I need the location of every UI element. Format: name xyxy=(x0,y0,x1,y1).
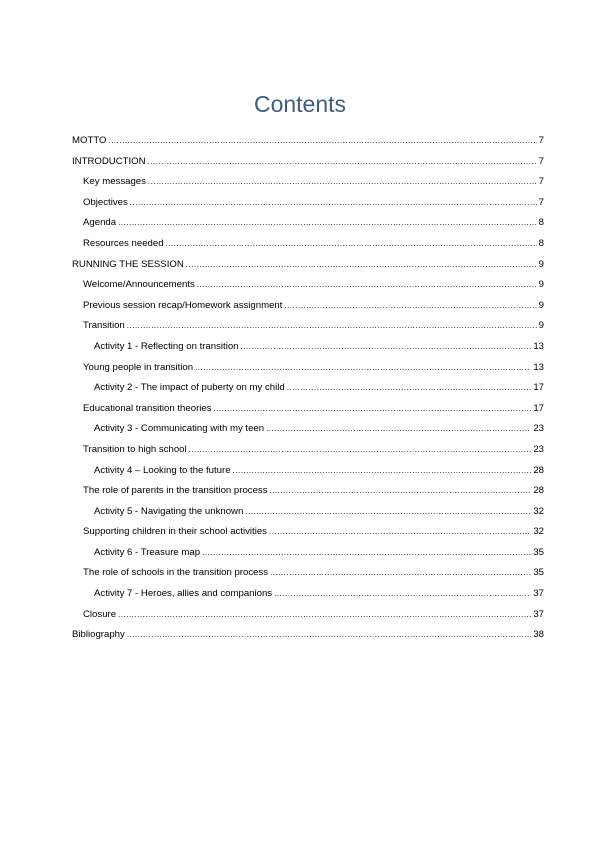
toc-page-number: 7 xyxy=(538,176,544,188)
toc-leader-dots xyxy=(284,296,536,317)
toc-leader-dots xyxy=(270,563,531,584)
toc-entry-label: Closure xyxy=(83,608,117,620)
toc-entry-label: MOTTO xyxy=(72,135,107,146)
toc-leader-dots xyxy=(130,193,537,214)
toc-entry-label: Activity 2 - The impact of puberty on my child xyxy=(94,382,285,394)
toc-entry-label: Bibliography xyxy=(72,629,125,641)
toc-page-number: 7 xyxy=(538,155,544,167)
toc-page-number: 7 xyxy=(538,196,544,208)
toc-entry[interactable] xyxy=(72,193,544,214)
toc-leader-dots xyxy=(202,543,531,564)
toc-entry-label: Transition xyxy=(83,320,125,332)
toc-page-number: 9 xyxy=(538,299,544,311)
toc-entry[interactable] xyxy=(72,275,544,296)
toc-leader-dots xyxy=(118,605,531,626)
toc-leader-dots xyxy=(148,172,537,193)
toc-entry[interactable] xyxy=(72,625,544,646)
toc-entry[interactable] xyxy=(72,481,544,502)
toc-entry[interactable] xyxy=(72,461,544,482)
toc-leader-dots xyxy=(166,234,537,255)
toc-page-number: 28 xyxy=(533,485,544,497)
toc-leader-dots xyxy=(274,584,531,605)
toc-entry[interactable] xyxy=(72,172,544,193)
toc-leader-dots xyxy=(195,358,531,379)
toc-leader-dots xyxy=(287,378,532,399)
toc-entry[interactable] xyxy=(72,378,544,399)
toc-leader-dots xyxy=(269,522,531,543)
toc-leader-dots xyxy=(148,152,537,173)
toc-entry-label: Activity 6 - Treasure map xyxy=(94,546,201,558)
toc-entry[interactable] xyxy=(72,152,544,173)
toc-leader-dots xyxy=(197,275,537,296)
toc-entry[interactable] xyxy=(72,584,544,605)
toc-page-number: 35 xyxy=(533,546,544,558)
toc-entry[interactable] xyxy=(72,419,544,440)
toc-entry-label: Agenda xyxy=(83,217,117,229)
toc-entry[interactable] xyxy=(72,255,544,276)
toc-leader-dots xyxy=(266,419,531,440)
toc-entry-label: Activity 3 - Communicating with my teen xyxy=(94,423,265,435)
toc-leader-dots xyxy=(127,316,537,337)
toc-page-number: 37 xyxy=(533,608,544,620)
toc-page-number: 13 xyxy=(533,340,544,352)
toc-entry[interactable] xyxy=(72,502,544,523)
toc-page-number: 8 xyxy=(538,217,544,229)
toc-leader-dots xyxy=(108,131,536,152)
toc-page-number: 37 xyxy=(533,588,544,600)
toc-entry-label: The role of parents in the transition process xyxy=(83,485,268,497)
toc-entry[interactable] xyxy=(72,522,544,543)
toc-entry-label: Key messages xyxy=(83,176,146,188)
toc-entry-label: Transition to high school xyxy=(83,443,187,455)
toc-leader-dots xyxy=(214,399,532,420)
toc-entry[interactable] xyxy=(72,399,544,420)
toc-leader-dots xyxy=(127,625,532,646)
toc-entry-label: Objectives xyxy=(83,196,128,208)
toc-page-number: 8 xyxy=(538,237,544,249)
toc-page-number: 23 xyxy=(533,423,544,435)
toc-page-number: 17 xyxy=(533,402,544,414)
toc-entry[interactable] xyxy=(72,543,544,564)
toc-entry-label: Welcome/Announcements xyxy=(83,279,195,291)
toc-entry-label: Previous session recap/Homework assignment xyxy=(83,299,283,311)
toc-leader-dots xyxy=(245,502,531,523)
toc-entry-label: INTRODUCTION xyxy=(72,155,146,167)
toc-page-number: 13 xyxy=(533,361,544,373)
toc-entry[interactable] xyxy=(72,563,544,584)
toc-entry[interactable] xyxy=(72,605,544,626)
toc-leader-dots xyxy=(233,461,532,482)
toc-leader-dots xyxy=(189,440,532,461)
toc-page-number: 9 xyxy=(538,279,544,291)
toc-entry[interactable] xyxy=(72,358,544,379)
toc-page-number: 7 xyxy=(538,135,544,146)
toc-entry-label: Activity 7 - Heroes, allies and companions xyxy=(94,588,273,600)
toc-page-number: 28 xyxy=(533,464,544,476)
toc-page-number: 32 xyxy=(533,505,544,517)
toc-entry[interactable] xyxy=(72,296,544,317)
toc-leader-dots xyxy=(241,337,532,358)
toc-page-number: 23 xyxy=(533,443,544,455)
toc-entry-label: Activity 5 - Navigating the unknown xyxy=(94,505,244,517)
page-title: Contents xyxy=(253,91,347,117)
toc-entry-label: Activity 4 – Looking to the future xyxy=(94,464,231,476)
toc-entry-label: The role of schools in the transition process xyxy=(83,567,269,579)
toc-entry[interactable] xyxy=(72,213,544,234)
toc-leader-dots xyxy=(118,213,537,234)
toc-entry-label: Resources needed xyxy=(83,237,164,249)
toc-page-number: 9 xyxy=(538,258,544,270)
toc-entry[interactable] xyxy=(72,316,544,337)
toc-entry-label: Educational transition theories xyxy=(83,402,212,414)
toc-page-number: 32 xyxy=(533,526,544,538)
toc-page-number: 17 xyxy=(533,382,544,394)
table-of-contents xyxy=(72,131,544,646)
toc-entry-label: Activity 1 - Reflecting on transition xyxy=(94,340,239,352)
toc-page-number: 38 xyxy=(533,629,544,641)
toc-page-number: 9 xyxy=(538,320,544,332)
toc-entry-label: RUNNING THE SESSION xyxy=(72,258,184,270)
toc-entry[interactable] xyxy=(72,440,544,461)
toc-entry-label: Supporting children in their school activities xyxy=(83,526,267,538)
toc-entry-label: Young people in transition xyxy=(83,361,194,373)
toc-entry[interactable] xyxy=(72,337,544,358)
toc-leader-dots xyxy=(186,255,537,276)
toc-entry[interactable] xyxy=(72,131,544,152)
toc-leader-dots xyxy=(270,481,532,502)
toc-entry[interactable] xyxy=(72,234,544,255)
toc-page-number: 35 xyxy=(533,567,544,579)
